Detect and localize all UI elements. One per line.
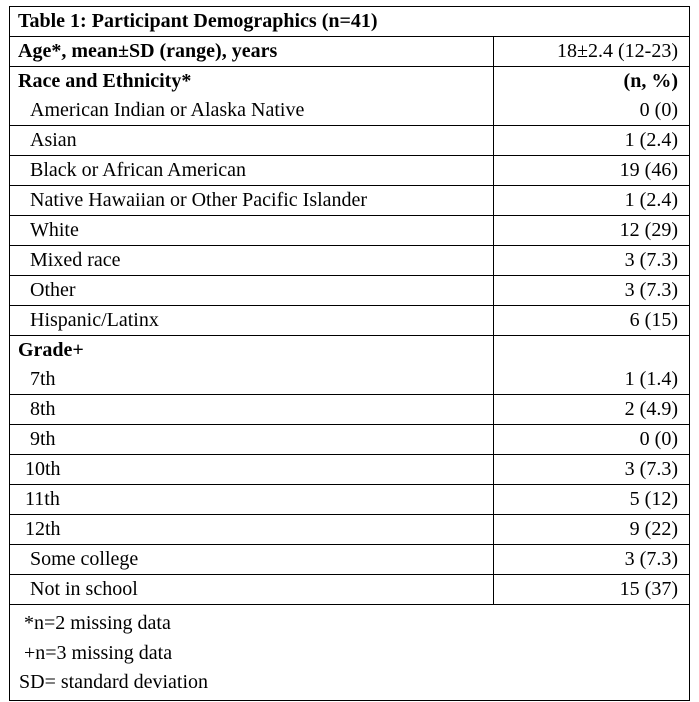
row-value: 2 (4.9) bbox=[624, 398, 678, 420]
row-label: Mixed race bbox=[10, 246, 494, 275]
table-title-row bbox=[10, 7, 689, 36]
table-row bbox=[10, 454, 689, 484]
table-row bbox=[10, 185, 689, 215]
row-value: 0 (0) bbox=[639, 99, 678, 121]
row-value: 5 (12) bbox=[629, 488, 678, 510]
row-label: 11th bbox=[10, 485, 494, 514]
note-grade-missing: +n=3 missing data bbox=[24, 641, 173, 664]
table-row bbox=[10, 514, 689, 544]
row-label: 9th bbox=[10, 425, 494, 454]
row-label: Black or African American bbox=[10, 156, 494, 185]
table-row bbox=[10, 544, 689, 574]
race-header: Race and Ethnicity* bbox=[10, 67, 494, 96]
grade-header-value bbox=[494, 336, 689, 365]
row-label: 10th bbox=[10, 455, 494, 484]
row-value: 9 (22) bbox=[629, 518, 678, 540]
row-value: 3 (7.3) bbox=[624, 279, 678, 301]
row-label: Asian bbox=[10, 126, 494, 155]
row-value: 3 (7.3) bbox=[624, 458, 678, 480]
row-label: Not in school bbox=[10, 575, 494, 604]
row-label: 12th bbox=[10, 515, 494, 544]
table-title: Table 1: Participant Demographics (n=41) bbox=[18, 10, 378, 32]
row-value: 19 (46) bbox=[619, 159, 678, 181]
table-row bbox=[10, 96, 689, 125]
table-row bbox=[10, 155, 689, 185]
row-label: Native Hawaiian or Other Pacific Islander bbox=[10, 186, 494, 215]
demographics-table bbox=[9, 6, 690, 701]
table-row bbox=[10, 125, 689, 155]
row-label: 7th bbox=[10, 365, 494, 394]
age-value: 18±2.4 (12-23) bbox=[557, 40, 678, 62]
age-row bbox=[10, 36, 689, 66]
row-value: 0 (0) bbox=[639, 428, 678, 450]
row-label: Some college bbox=[10, 545, 494, 574]
row-value: 15 (37) bbox=[619, 578, 678, 600]
row-value: 12 (29) bbox=[619, 219, 678, 241]
row-label: White bbox=[10, 216, 494, 245]
row-value: 1 (1.4) bbox=[624, 368, 678, 390]
table-row bbox=[10, 424, 689, 454]
note-sd-definition: SD= standard deviation bbox=[19, 671, 209, 693]
table-row bbox=[10, 305, 689, 335]
row-label: American Indian or Alaska Native bbox=[10, 96, 494, 125]
row-label: Other bbox=[10, 276, 494, 305]
table-row bbox=[10, 365, 689, 394]
table-row bbox=[10, 275, 689, 305]
row-value: 1 (2.4) bbox=[624, 129, 678, 151]
table-row bbox=[10, 394, 689, 424]
row-value: 3 (7.3) bbox=[624, 548, 678, 570]
table-row bbox=[10, 484, 689, 514]
age-label: Age*, mean±SD (range), years bbox=[10, 37, 494, 66]
grade-header-row bbox=[10, 335, 689, 365]
row-label: Hispanic/Latinx bbox=[10, 306, 494, 335]
row-value: 1 (2.4) bbox=[624, 189, 678, 211]
table-row bbox=[10, 574, 689, 604]
race-unit: (n, %) bbox=[623, 70, 678, 92]
note-age-missing: *n=2 missing data bbox=[24, 612, 171, 634]
row-label: 8th bbox=[10, 395, 494, 424]
table-row bbox=[10, 245, 689, 275]
row-value: 6 (15) bbox=[629, 309, 678, 331]
grade-header: Grade+ bbox=[10, 336, 494, 365]
row-value: 3 (7.3) bbox=[624, 249, 678, 271]
race-header-row bbox=[10, 66, 689, 96]
table-row bbox=[10, 215, 689, 245]
table-notes bbox=[10, 604, 689, 700]
